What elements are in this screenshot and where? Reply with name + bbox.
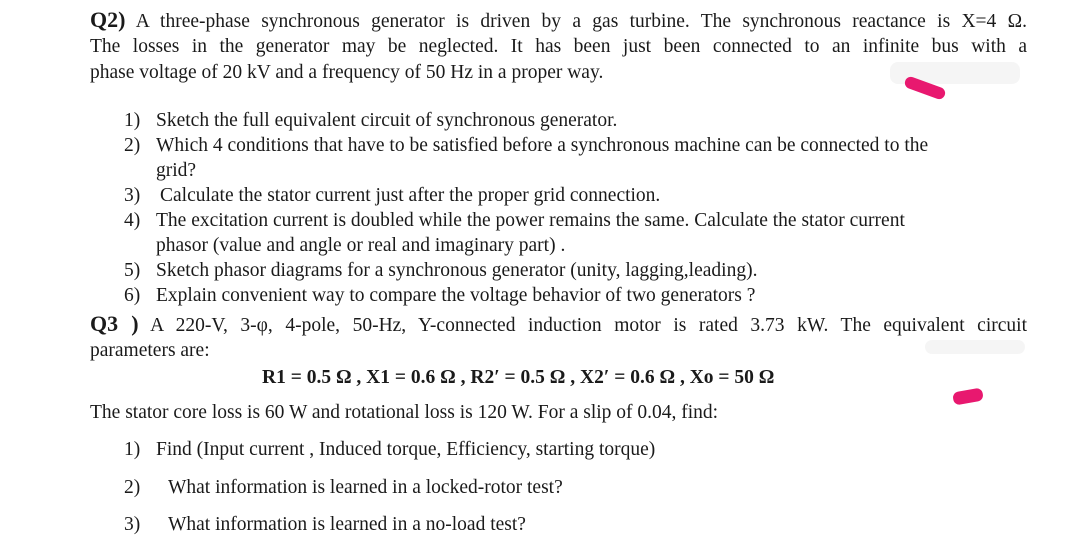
smudge-mark — [925, 340, 1025, 354]
q2-item-3-number: 3) — [124, 185, 141, 206]
q2-item-1 — [124, 109, 617, 133]
q3-parameters: R1 = 0.5 Ω , X1 = 0.6 Ω , R2′ = 0.5 Ω , X2′ = 0.6 Ω , Xo = 50 Ω — [262, 367, 775, 388]
q2-item-5-text: Sketch phasor diagrams for a synchronous generator (unity, lagging,leading). — [156, 260, 758, 281]
q2-item-2 — [124, 134, 928, 158]
q3-number: Q3 ) — [90, 311, 139, 336]
q3-item-1-number: 1) — [124, 439, 141, 460]
q2-item-3 — [124, 184, 660, 208]
q2-intro-line1 — [90, 8, 1027, 34]
q3-intro-line2: parameters are: — [90, 340, 210, 361]
q2-item-1-number: 1) — [124, 110, 141, 131]
q2-item-5 — [124, 259, 757, 283]
q2-item-2-text: Which 4 conditions that have to be satisfied before a synchronous machine can be connected to the — [156, 135, 929, 156]
q2-number: Q2) — [90, 7, 126, 32]
q3-item-2-number: 2) — [124, 477, 141, 498]
q3-item-3 — [124, 513, 526, 537]
q3-losses: The stator core loss is 60 W and rotational loss is 120 W. For a slip of 0.04, find: — [90, 402, 719, 423]
q3-item-1-text: Find (Input current , Induced torque, Efficiency, starting torque) — [156, 439, 656, 460]
q2-item-4-continued: phasor (value and angle or real and imaginary part) . — [156, 235, 566, 256]
q2-item-5-number: 5) — [124, 260, 141, 281]
q3-item-2-text: What information is learned in a locked-rotor test? — [168, 477, 563, 498]
q2-item-4 — [124, 209, 905, 233]
q3-item-3-number: 3) — [124, 514, 141, 535]
q2-item-6-text: Explain convenient way to compare the voltage behavior of two generators ? — [156, 285, 756, 306]
q2-intro-text1: A three-phase synchronous generator is driven by a gas turbine. The synchronous reactance is X=4 Ω. — [135, 11, 1027, 32]
q3-item-3-text: What information is learned in a no-load test? — [168, 514, 526, 535]
q2-item-3-text: Calculate the stator current just after the proper grid connection. — [160, 185, 661, 206]
q2-item-1-text: Sketch the full equivalent circuit of synchronous generator. — [156, 110, 618, 131]
q2-item-2-number: 2) — [124, 135, 141, 156]
q3-intro-line1 — [90, 312, 1027, 338]
q2-item-4-number: 4) — [124, 210, 141, 231]
q2-item-4-text: The excitation current is doubled while the power remains the same. Calculate the stator current — [156, 210, 905, 231]
q3-item-1 — [124, 438, 655, 462]
q2-intro-line2: The losses in the generator may be neglected. It has been just been connected to an infinite bus with a — [90, 36, 1027, 57]
q2-item-2-continued: grid? — [156, 160, 197, 181]
highlighter-stroke — [952, 387, 984, 405]
q3-item-2 — [124, 476, 563, 500]
q3-intro-text1: A 220-V, 3-φ, 4-pole, 50-Hz, Y-connected induction motor is rated 3.73 kW. The equivalent circuit — [150, 315, 1027, 336]
q2-item-6-number: 6) — [124, 285, 141, 306]
q2-intro-line3: phase voltage of 20 kV and a frequency of 50 Hz in a proper way. — [90, 62, 604, 83]
q2-item-6 — [124, 284, 755, 308]
